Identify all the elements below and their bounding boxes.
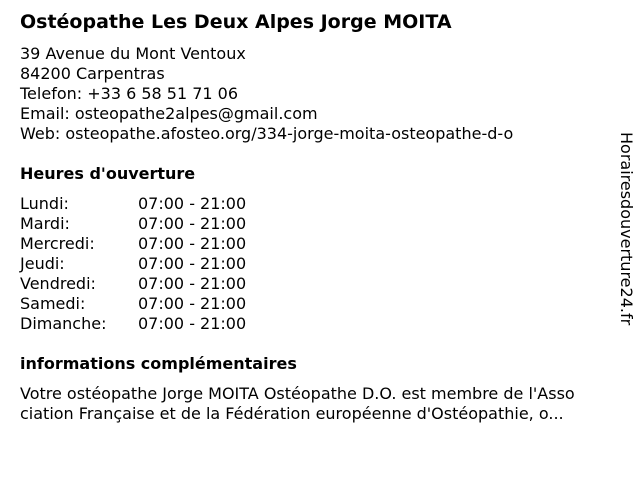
address-city: 84200 Carpentras [20,64,165,83]
time-range: 07:00 - 21:00 [138,234,247,253]
phone-number: Telefon: +33 6 58 51 71 06 [20,84,239,103]
website-link[interactable]: Web: osteopathe.afosteo.org/334-jorge-moita-osteopathe-d-o [20,124,514,143]
time-range: 07:00 - 21:00 [138,194,247,213]
day-label: Lundi: [20,194,69,213]
day-label: Vendredi: [20,274,96,293]
day-label: Mardi: [20,214,70,233]
time-range: 07:00 - 21:00 [138,254,247,273]
info-line: ciation Française et de la Fédération européenne d'Ostéopathie, o... [20,404,564,423]
time-range: 07:00 - 21:00 [138,294,247,313]
additional-info-heading: informations complémentaires [20,354,297,373]
day-label: Samedi: [20,294,86,313]
time-range: 07:00 - 21:00 [138,274,247,293]
day-label: Dimanche: [20,314,107,333]
page-title: Ostéopathe Les Deux Alpes Jorge MOITA [20,11,452,33]
additional-info-text [20,384,635,424]
site-watermark: Horairesdouverture24.fr [617,132,636,326]
time-range: 07:00 - 21:00 [138,214,247,233]
opening-hours-heading: Heures d'ouverture [20,164,196,183]
address-street: 39 Avenue du Mont Ventoux [20,44,246,63]
day-label: Jeudi: [20,254,65,273]
contact-block [20,44,513,144]
time-range: 07:00 - 21:00 [138,314,247,333]
email-address: Email: osteopathe2alpes@gmail.com [20,104,318,123]
info-line: Votre ostéopathe Jorge MOITA Ostéopathe D.O. est membre de l'Asso [20,384,575,403]
day-label: Mercredi: [20,234,95,253]
